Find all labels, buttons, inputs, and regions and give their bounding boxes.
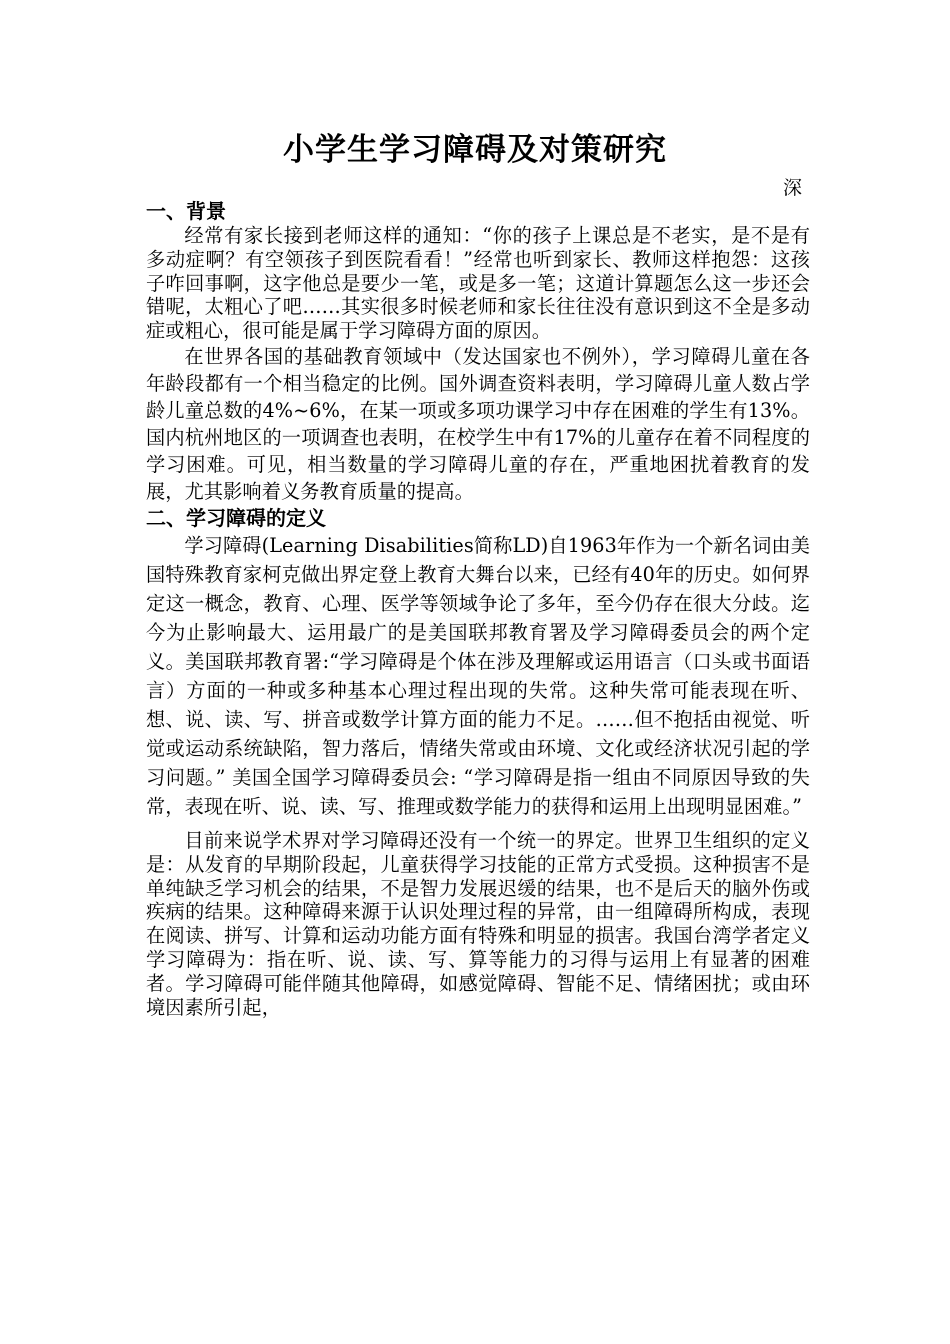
- document-title: 小学生学习障碍及对策研究: [283, 132, 667, 168]
- paragraph-definition-2: 目前来说学术界对学习障碍还没有一个统一的界定。世界卫生组织的定义是：从发育的早期阶段起，儿童获得学习技能的正常方式受损。这种损害不是单纯缺乏学习机会的结果，不是智力发展迟缓的结果，也不是后天的脑外伤或疾病的结果。这种障碍来源于认识处理过程的异常，由一组障碍所构成，表现在阅读、拼写、计算和运动功能方面有特殊和明显的损害。我国台湾学者定义学习障碍为：指在听、说、读、写、算等能力的习得与运用上有显著的困难者。学习障碍可能伴随其他障碍，如感觉障碍、智能不足、情绪困扰；或由环境因素所引起，: [146, 828, 810, 1019]
- section-heading-background: 一、背景: [146, 199, 226, 223]
- paragraph-background-2: 在世界各国的基础教育领域中（发达国家也不例外），学习障碍儿童在各年龄段都有一个相当稳定的比例。国外调查资料表明，学习障碍儿童人数占学龄儿童总数的4%~6%，在某一项或多项功课学习中存在困难的学生有13%。国内杭州地区的一项调查也表明，在校学生中有17%的儿童存在着不同程度的学习困难。可见，相当数量的学习障碍儿童的存在，严重地困扰着教育的发展，尤其影响着义务教育质量的提高。: [146, 344, 810, 503]
- document-body: [146, 198, 810, 1019]
- paragraph-definition-1: 学习障碍(Learning Disabilities简称LD)自1963年作为一个新名词由美国特殊教育家柯克做出界定登上教育大舞台以来，已经有40年的历史。如何界定这一概念，教育、心理、医学等领域争论了多年，至今仍存在很大分歧。迄今为止影响最大、运用最广的是美国联邦教育署及学习障碍委员会的两个定义。美国联邦教育署:“学习障碍是个体在涉及理解或运用语言（口头或书面语言）方面的一种或多种基本心理过程出现的失常。这种失常可能表现在听、想、说、读、写、拼音或数学计算方面的能力不足。……但不抱括由视觉、听觉或运动系统缺陷，智力落后，情绪失常或由环境、文化或经济状况引起的学习问题。” 美国全国学习障碍委员会: “学习障碍是指一组由不同原因导致的失常，表现在听、说、读、写、推理或数学能力的获得和运用上出现明显困难。”: [146, 533, 810, 818]
- section-heading-definition: 二、学习障碍的定义: [146, 505, 326, 530]
- paragraph-background-1: 经常有家长接到老师这样的通知：“你的孩子上课总是不老实，是不是有多动症啊？有空领孩子到医院看看！”经常也听到家长、教师这样抱怨：这孩子咋回事啊，这字他总是要少一笔，或是多一笔；这道计算题怎么这一步还会错呢，太粗心了吧……其实很多时候老师和家长往往没有意识到这不全是多动症或粗心，很可能是属于学习障碍方面的原因。: [146, 224, 810, 343]
- document-author: 深: [783, 177, 803, 199]
